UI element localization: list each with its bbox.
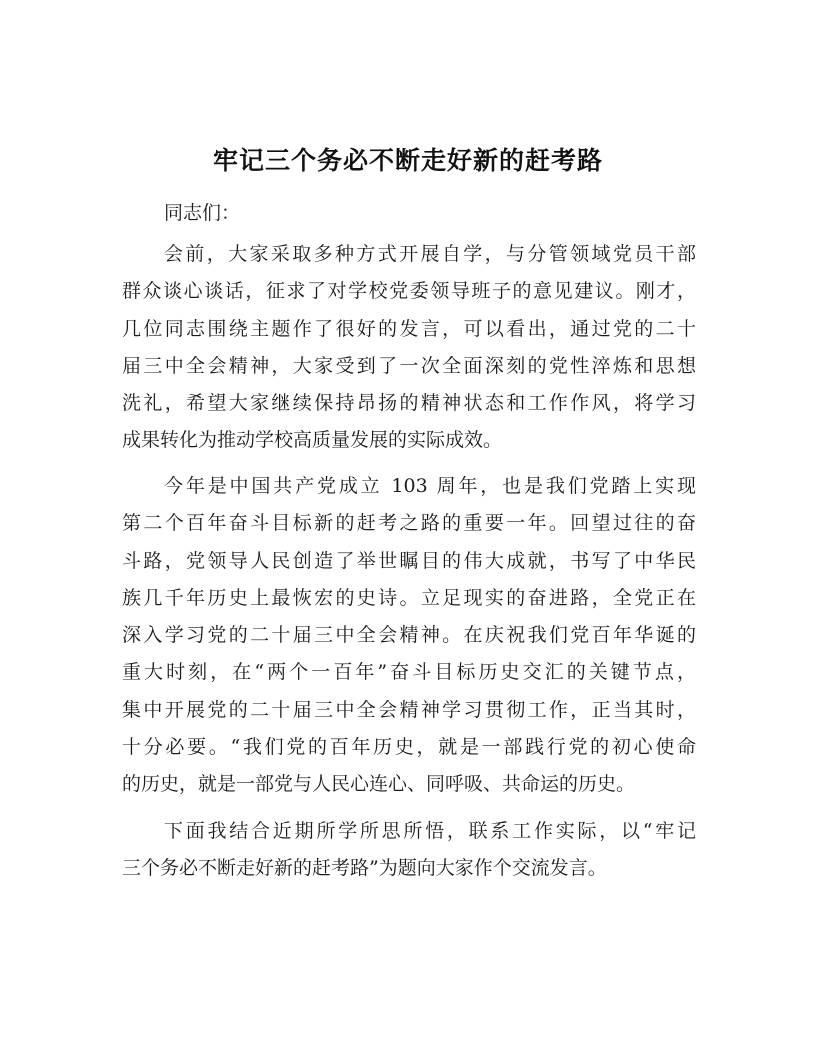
paragraph-line: 几位同志围绕主题作了很好的发言，可以看出，通过党的二十 xyxy=(122,317,696,340)
paragraph-line: 的历史，就是一部党与人民心连心、同呼吸、共命运的历史。 xyxy=(122,773,636,796)
paragraph-line: 重大时刻，在“两个一百年”奋斗目标历史交汇的关键节点， xyxy=(122,661,696,684)
paragraph-line: 会前，大家采取多种方式开展自学，与分管领域党员干部 xyxy=(164,243,696,265)
paragraph-line: 十分必要。“我们党的百年历史，就是一部践行党的初心使命 xyxy=(122,736,696,759)
paragraph-line: 第二个百年奋斗目标新的赶考之路的重要一年。回望过往的奋 xyxy=(122,512,696,535)
paragraph-line: 族几千年历史上最恢宏的史诗。立足现实的奋进路，全党正在 xyxy=(122,586,696,609)
paragraph-line: 今年是中国共产党成立 103 周年，也是我们党踏上实现 xyxy=(164,475,696,497)
paragraph-line: 集中开展党的二十届三中全会精神学习贯彻工作，正当其时， xyxy=(122,698,696,721)
paragraph-line: 深入学习党的二十届三中全会精神。在庆祝我们党百年华诞的 xyxy=(122,624,696,647)
paragraph-line: 成果转化为推动学校高质量发展的实际成效。 xyxy=(122,429,503,452)
paragraph-line: 下面我结合近期所学所思所悟，联系工作实际，以“牢记 xyxy=(164,820,696,842)
paragraph-2 xyxy=(122,468,696,804)
paragraph-line: 三个务必不断走好新的赶考路”为题向大家作个交流发言。 xyxy=(122,857,607,880)
paragraph-line: 届三中全会精神，大家受到了一次全面深刻的党性淬炼和思想 xyxy=(122,354,696,377)
paragraph-line: 斗路，党领导人民创造了举世瞩目的伟大成就，书写了中华民 xyxy=(122,549,696,572)
paragraph-line: 洗礼，希望大家继续保持昂扬的精神状态和工作作风，将学习 xyxy=(122,392,696,415)
salutation: 同志们： xyxy=(164,202,241,224)
paragraph-line: 群众谈心谈话，征求了对学校党委领导班子的意见建议。刚才， xyxy=(122,280,696,303)
document-title: 牢记三个务必不断走好新的赶考路 xyxy=(212,146,603,175)
paragraph-1 xyxy=(122,236,696,460)
paragraph-3 xyxy=(122,813,696,888)
